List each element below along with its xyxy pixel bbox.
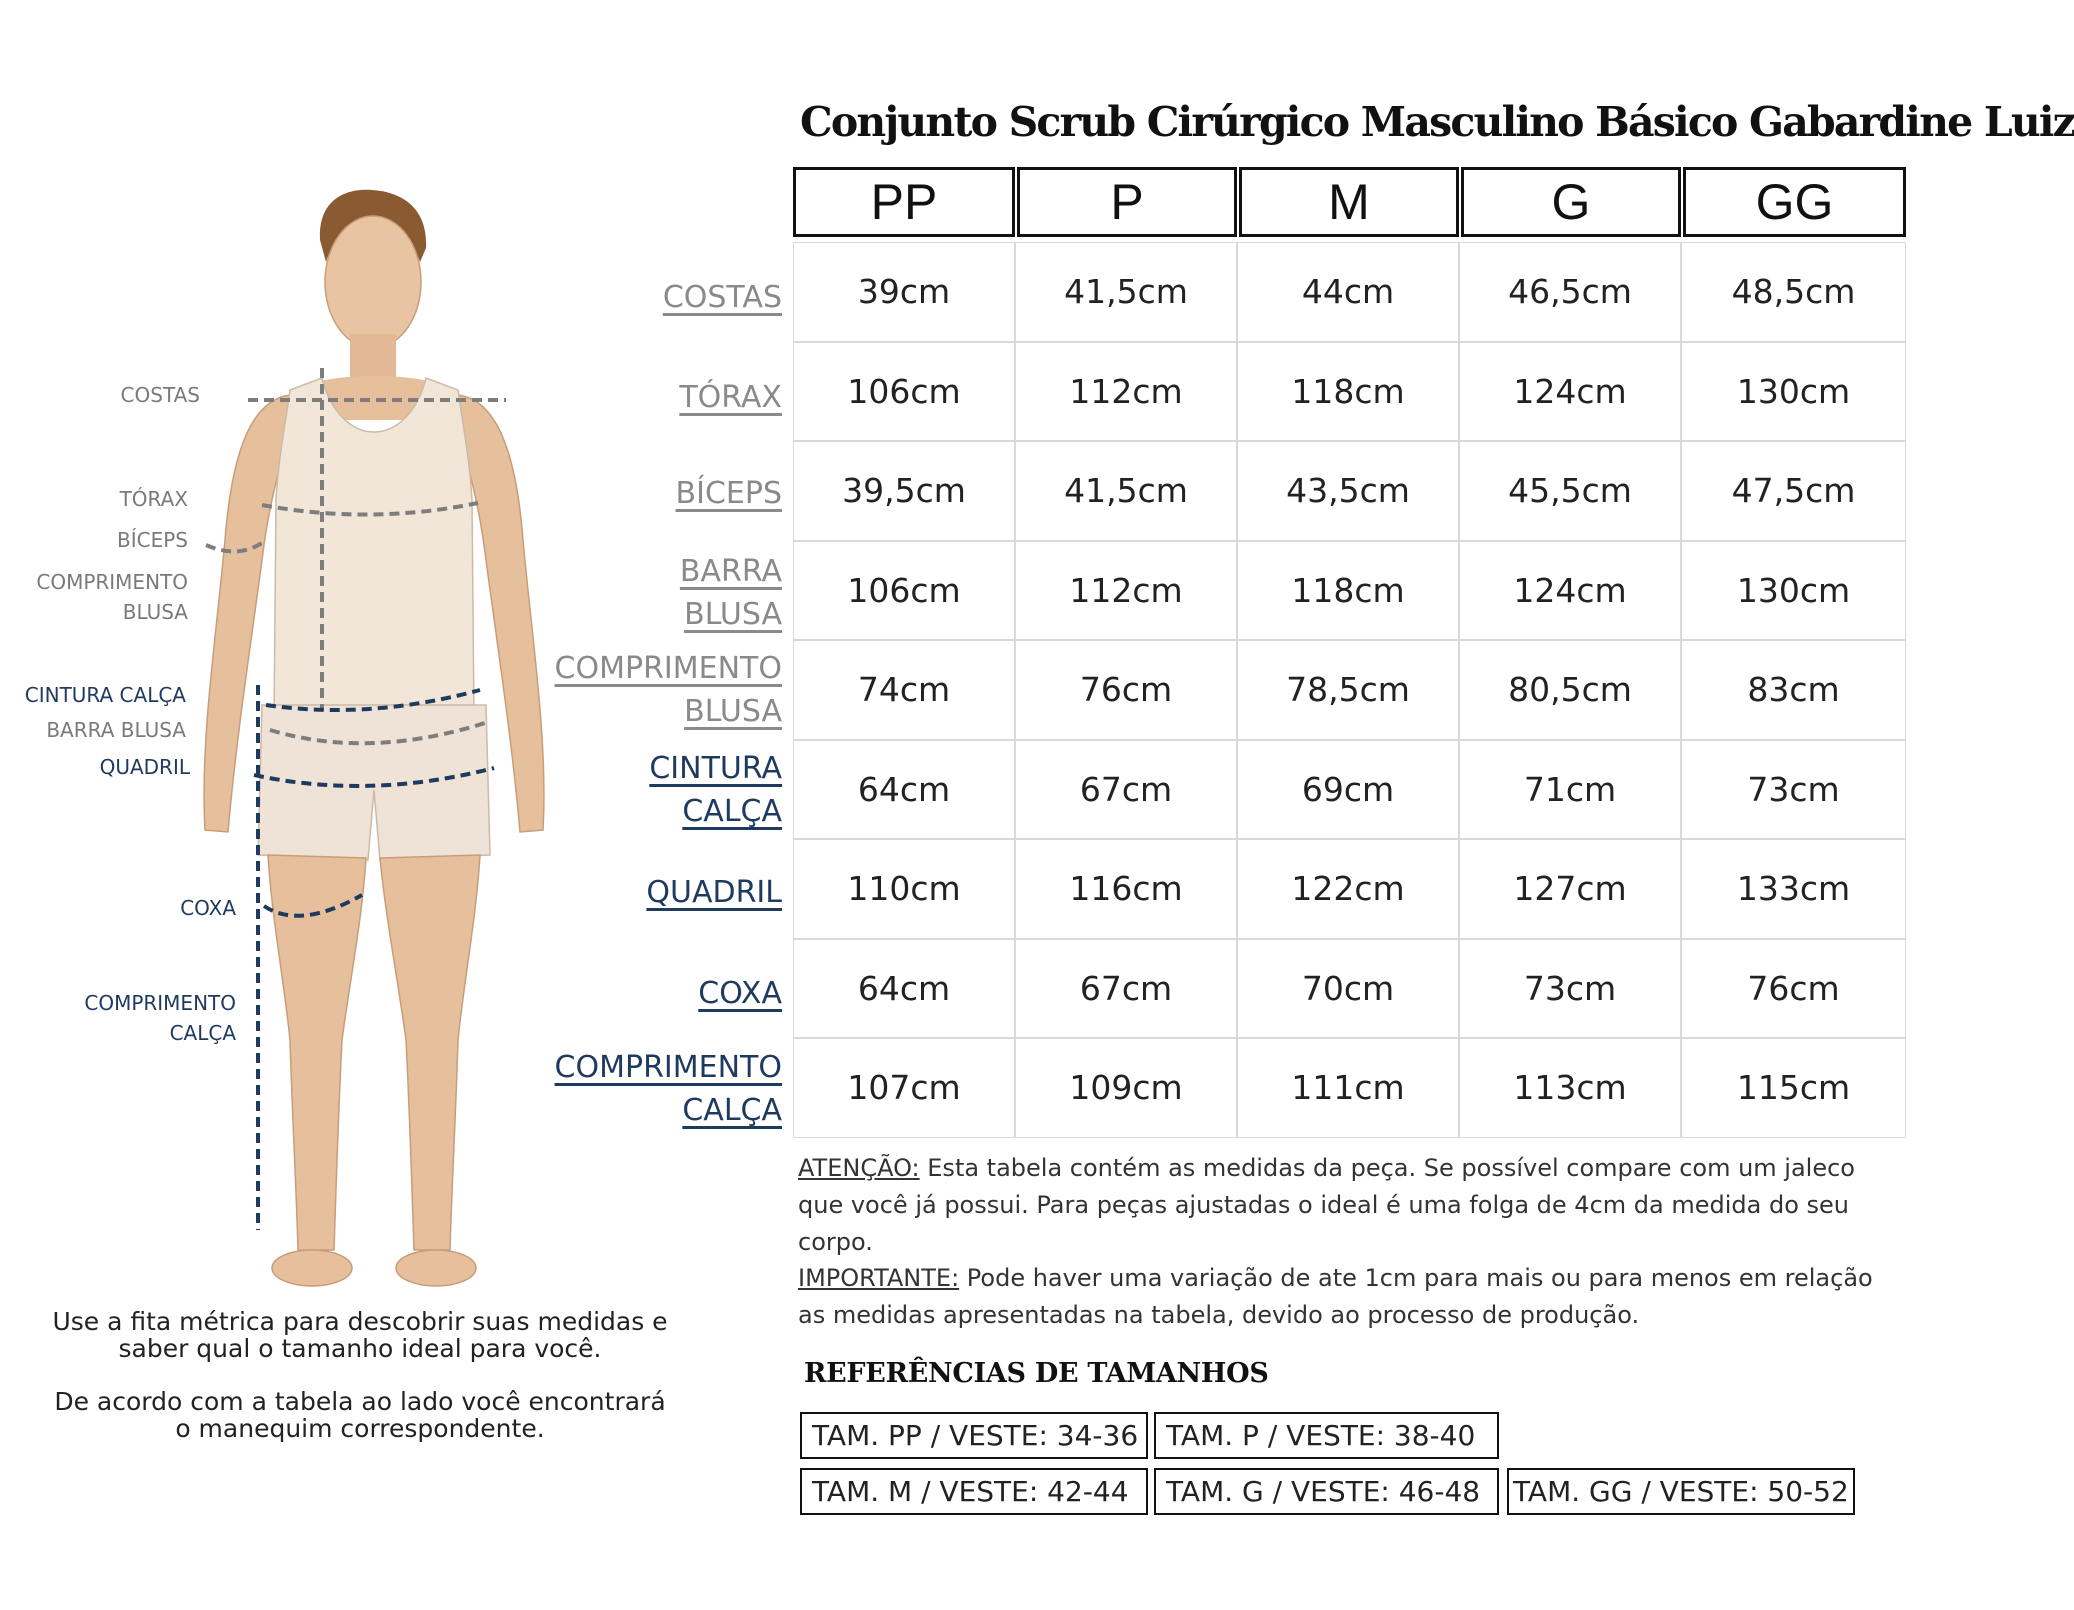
table-cell: 67cm — [1015, 939, 1237, 1039]
table-cell: 110cm — [793, 839, 1015, 939]
table-cell: 46,5cm — [1459, 242, 1681, 342]
body-label-coxa: COXA — [180, 896, 236, 920]
body-label-cintura-calca: CINTURA CALÇA — [24, 683, 186, 707]
body-label-torax: TÓRAX — [119, 487, 188, 511]
references-title: REFERÊNCIAS DE TAMANHOS — [804, 1358, 1269, 1389]
table-cell: 111cm — [1237, 1038, 1459, 1138]
table-cell: 45,5cm — [1459, 441, 1681, 541]
table-cell: 47,5cm — [1681, 441, 1906, 541]
size-header-g: G — [1461, 167, 1681, 237]
size-header-gg: GG — [1683, 167, 1906, 237]
table-cell: 118cm — [1237, 541, 1459, 641]
table-cell: 106cm — [793, 541, 1015, 641]
table-cell: 67cm — [1015, 740, 1237, 840]
table-cell: 44cm — [1237, 242, 1459, 342]
reference-pp: TAM. PP / VESTE: 34-36 — [800, 1412, 1148, 1459]
body-label-barra-blusa: BARRA BLUSA — [46, 718, 186, 742]
row-label-torax: TÓRAX — [679, 380, 782, 415]
table-cell: 39cm — [793, 242, 1015, 342]
table-cell: 115cm — [1681, 1038, 1906, 1138]
row-label-quadril: QUADRIL — [646, 875, 782, 910]
body-label-comprimento-calca: COMPRIMENTO CALÇA — [84, 991, 236, 1045]
attention-note — [798, 1150, 1900, 1261]
table-cell: 43,5cm — [1237, 441, 1459, 541]
row-label-coxa: COXA — [698, 976, 782, 1011]
table-cell: 118cm — [1237, 342, 1459, 442]
table-cell: 130cm — [1681, 541, 1906, 641]
table-cell: 78,5cm — [1237, 640, 1459, 740]
neck — [350, 334, 396, 382]
left-foot — [272, 1250, 352, 1286]
body-label-biceps: BÍCEPS — [117, 528, 188, 552]
table-cell: 73cm — [1681, 740, 1906, 840]
table-cell: 109cm — [1015, 1038, 1237, 1138]
table-cell: 71cm — [1459, 740, 1681, 840]
table-cell: 76cm — [1015, 640, 1237, 740]
attention-text: Esta tabela contém as medidas da peça. Se possível compare com um jaleco que você já possui. Para peças ajustadas o ideal é uma folga de 4cm da medida do seu corpo. — [798, 1154, 1855, 1256]
table-cell: 113cm — [1459, 1038, 1681, 1138]
table-cell: 39,5cm — [793, 441, 1015, 541]
table-cell: 73cm — [1459, 939, 1681, 1039]
important-text: Pode haver uma variação de ate 1cm para mais ou para menos em relação as medidas apresentadas na tabela, devido ao processo de produção. — [798, 1264, 1873, 1329]
attention-heading: ATENÇÃO: — [798, 1154, 920, 1182]
table-cell: 80,5cm — [1459, 640, 1681, 740]
reference-g: TAM. G / VESTE: 46-48 — [1154, 1468, 1499, 1515]
caption-table-tip: De acordo com a tabela ao lado você encontrará o manequim correspondente. — [54, 1387, 666, 1443]
table-cell: 112cm — [1015, 342, 1237, 442]
size-header-p: P — [1017, 167, 1237, 237]
chart-title: Conjunto Scrub Cirúrgico Masculino Básico Gabardine Luiz — [800, 98, 2074, 146]
body-label-quadril: QUADRIL — [99, 755, 190, 779]
table-cell: 133cm — [1681, 839, 1906, 939]
tank-top — [274, 378, 474, 720]
table-cell: 76cm — [1681, 939, 1906, 1039]
table-cell: 64cm — [793, 740, 1015, 840]
reference-p: TAM. P / VESTE: 38-40 — [1154, 1412, 1499, 1459]
row-label-comprimento-calca: COMPRIMENTO CALÇA — [554, 1050, 782, 1128]
body-figure — [180, 180, 560, 1300]
reference-gg: TAM. GG / VESTE: 50-52 — [1507, 1468, 1855, 1515]
reference-m: TAM. M / VESTE: 42-44 — [800, 1468, 1148, 1515]
table-cell: 124cm — [1459, 541, 1681, 641]
size-header-m: M — [1239, 167, 1459, 237]
measurement-table — [793, 242, 1906, 1138]
table-cell: 124cm — [1459, 342, 1681, 442]
row-label-cintura-calca: CINTURA CALÇA — [649, 751, 782, 829]
table-cell: 48,5cm — [1681, 242, 1906, 342]
table-cell: 112cm — [1015, 541, 1237, 641]
row-label-comprimento-blusa: COMPRIMENTO BLUSA — [554, 651, 782, 729]
table-cell: 127cm — [1459, 839, 1681, 939]
important-heading: IMPORTANTE: — [798, 1264, 960, 1292]
table-cell: 64cm — [793, 939, 1015, 1039]
table-cell: 69cm — [1237, 740, 1459, 840]
body-label-comprimento-blusa: COMPRIMENTO BLUSA — [36, 570, 188, 624]
table-cell: 41,5cm — [1015, 441, 1237, 541]
table-cell: 41,5cm — [1015, 242, 1237, 342]
table-cell: 83cm — [1681, 640, 1906, 740]
row-label-biceps: BÍCEPS — [675, 476, 782, 511]
caption-measure-tip: Use a fita métrica para descobrir suas medidas e saber qual o tamanho ideal para você. — [52, 1307, 668, 1363]
row-label-costas: COSTAS — [662, 280, 782, 315]
table-cell: 70cm — [1237, 939, 1459, 1039]
body-label-costas: COSTAS — [120, 383, 200, 407]
table-cell: 116cm — [1015, 839, 1237, 939]
important-note — [798, 1260, 1900, 1334]
head — [325, 216, 421, 348]
row-label-barra-blusa: BARRA BLUSA — [679, 554, 782, 632]
table-cell: 130cm — [1681, 342, 1906, 442]
right-leg — [380, 855, 480, 1250]
table-cell: 74cm — [793, 640, 1015, 740]
table-cell: 122cm — [1237, 839, 1459, 939]
table-cell: 106cm — [793, 342, 1015, 442]
size-header-pp: PP — [793, 167, 1015, 237]
table-cell: 107cm — [793, 1038, 1015, 1138]
right-foot — [396, 1250, 476, 1286]
